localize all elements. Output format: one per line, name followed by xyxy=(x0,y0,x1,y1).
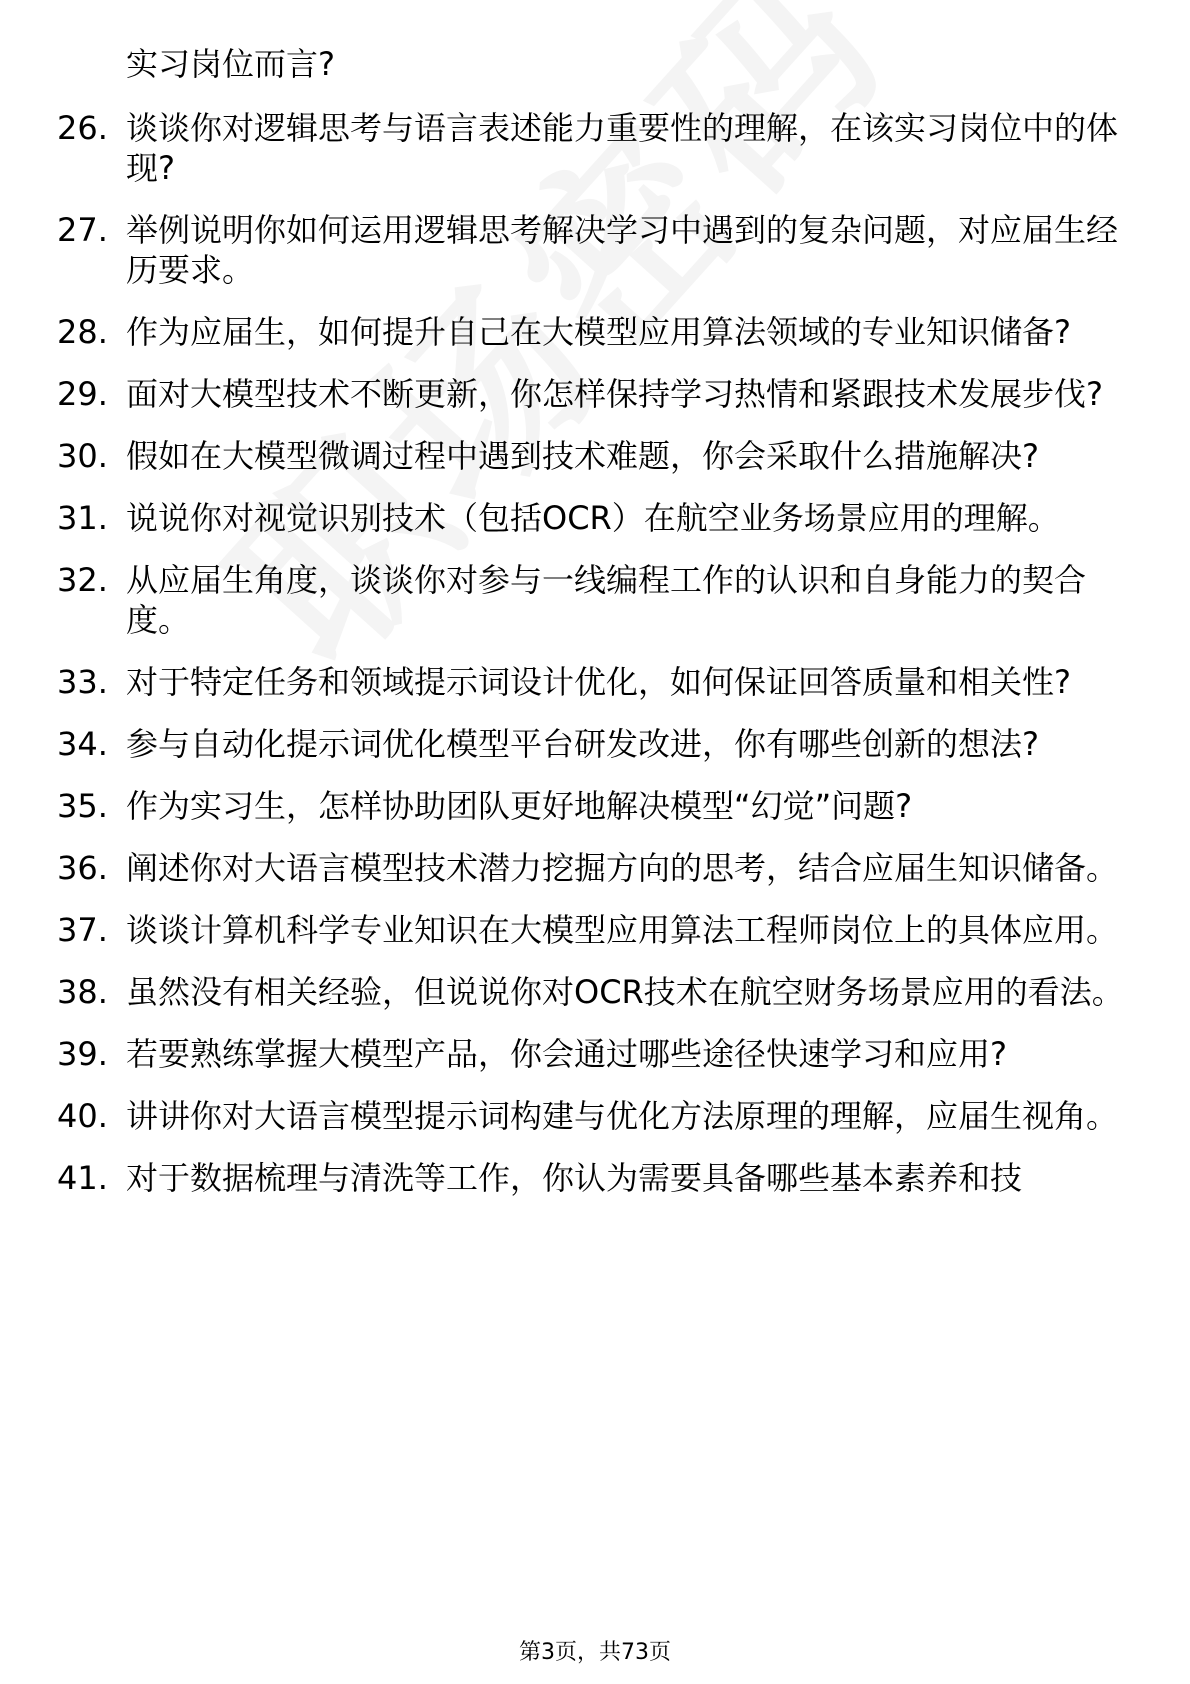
item-number: 36. xyxy=(57,849,108,887)
list-item xyxy=(0,1158,1190,1198)
item-text: 从应届生角度，谈谈你对参与一线编程工作的认识和自身能力的契合度。 xyxy=(126,561,1087,639)
item-number: 32. xyxy=(57,561,108,599)
list-item xyxy=(0,972,1190,1012)
item-text: 若要熟练掌握大模型产品，你会通过哪些途径快速学习和应用? xyxy=(126,1035,1007,1073)
list-item xyxy=(0,724,1190,764)
list-item xyxy=(0,848,1190,888)
list-item xyxy=(0,560,1190,640)
item-text: 参与自动化提示词优化模型平台研发改进，你有哪些创新的想法? xyxy=(126,725,1039,763)
item-number: 27. xyxy=(57,211,108,249)
list-item xyxy=(0,436,1190,476)
list-item xyxy=(0,1034,1190,1074)
item-number: 39. xyxy=(57,1035,108,1073)
item-number: 41. xyxy=(57,1159,108,1197)
item-number: 26. xyxy=(57,109,108,147)
list-item xyxy=(0,1096,1190,1136)
item-text: 假如在大模型微调过程中遇到技术难题，你会采取什么措施解决? xyxy=(126,437,1039,475)
item-text: 举例说明你如何运用逻辑思考解决学习中遇到的复杂问题，对应届生经历要求。 xyxy=(126,211,1119,289)
list-item xyxy=(0,910,1190,950)
item-number: 38. xyxy=(57,973,108,1011)
list-item xyxy=(0,498,1190,538)
continuation-text: 实习岗位而言? xyxy=(126,45,335,83)
item-text: 虽然没有相关经验，但说说你对OCR技术在航空财务场景应用的看法。 xyxy=(126,973,1124,1011)
list-item xyxy=(0,786,1190,826)
list-item xyxy=(0,312,1190,352)
page-footer: 第3页，共73页 xyxy=(519,1640,671,1665)
item-number: 35. xyxy=(57,787,108,825)
item-number: 31. xyxy=(57,499,108,537)
item-text: 讲讲你对大语言模型提示词构建与优化方法原理的理解，应届生视角。 xyxy=(126,1097,1119,1135)
item-text: 对于数据梳理与清洗等工作，你认为需要具备哪些基本素养和技 xyxy=(126,1159,1023,1197)
item-number: 37. xyxy=(57,911,108,949)
item-text: 说说你对视觉识别技术（包括OCR）在航空业务场景应用的理解。 xyxy=(126,499,1060,537)
item-text: 谈谈计算机科学专业知识在大模型应用算法工程师岗位上的具体应用。 xyxy=(126,911,1119,949)
item-number: 33. xyxy=(57,663,108,701)
item-text: 作为实习生，怎样协助团队更好地解决模型“幻觉”问题? xyxy=(126,787,913,825)
question-list xyxy=(0,108,1190,1220)
item-text: 对于特定任务和领域提示词设计优化，如何保证回答质量和相关性? xyxy=(126,663,1071,701)
item-text: 作为应届生，如何提升自己在大模型应用算法领域的专业知识储备? xyxy=(126,313,1071,351)
list-item xyxy=(0,662,1190,702)
item-number: 28. xyxy=(57,313,108,351)
item-number: 30. xyxy=(57,437,108,475)
item-text: 谈谈你对逻辑思考与语言表述能力重要性的理解，在该实习岗位中的体现? xyxy=(126,109,1119,187)
item-number: 29. xyxy=(57,375,108,413)
item-text: 阐述你对大语言模型技术潜力挖掘方向的思考，结合应届生知识储备。 xyxy=(126,849,1119,887)
item-text: 面对大模型技术不断更新，你怎样保持学习热情和紧跟技术发展步伐? xyxy=(126,375,1103,413)
list-item xyxy=(0,210,1190,290)
list-item xyxy=(0,374,1190,414)
item-number: 34. xyxy=(57,725,108,763)
item-number: 40. xyxy=(57,1097,108,1135)
list-item xyxy=(0,108,1190,188)
